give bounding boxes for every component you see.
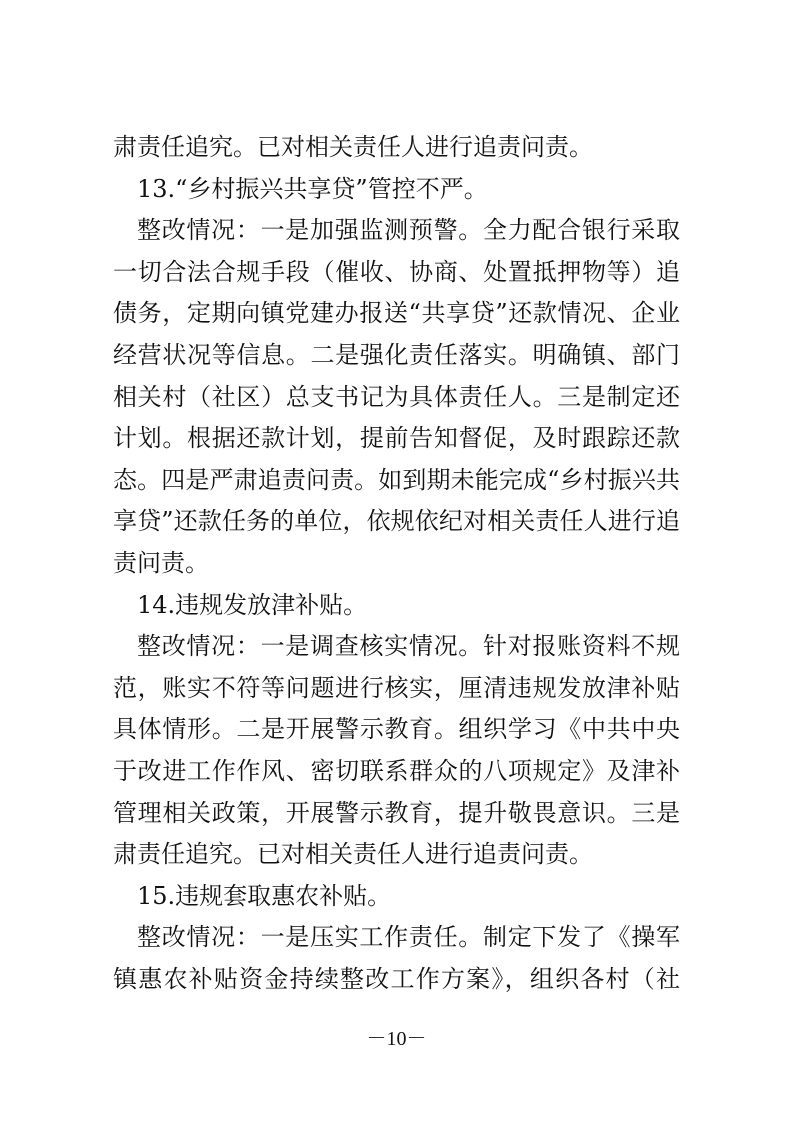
text-line: 一切合法合规手段（催收、协商、处置抵押物等）追 [113, 257, 680, 286]
text-line: 相关村（社区）总支书记为具体责任人。三是制定还 [113, 382, 680, 411]
page-number: －10－ [366, 1028, 427, 1050]
text-line: 整改情况：一是压实工作责任。制定下发了《操军 [137, 923, 680, 952]
text-line: 经营状况等信息。二是强化责任落实。明确镇、部门 [113, 341, 680, 369]
text-line: 具体情形。二是开展警示教育。组织学习《中共中央 [113, 715, 680, 744]
text-line: 13.“乡村振兴共享贷”管控不严。 [137, 174, 488, 203]
text-line: 镇惠农补贴资金持续整改工作方案》，组织各村（社 [113, 965, 680, 993]
text-line: 15.违规套取惠农补贴。 [137, 881, 392, 910]
text-line: 计划。根据还款计划，提前告知督促，及时跟踪还款 [113, 424, 680, 453]
text-line: 责问责。 [113, 549, 209, 577]
text-line: 享贷”还款任务的单位，依规依纪对相关责任人进行追 [113, 507, 680, 536]
text-line: 整改情况：一是加强监测预警。全力配合银行采取 [137, 216, 680, 245]
text-line: 14.违规发放津补贴。 [137, 590, 368, 619]
text-line: 范，账实不符等问题进行核实，厘清违规发放津补贴 [113, 673, 680, 702]
text-line: 债务，定期向镇党建办报送“共享贷”还款情况、企业 [113, 299, 680, 328]
text-line: 态。四是严肃追责问责。如到期未能完成“乡村振兴共 [113, 465, 680, 494]
text-line: 肃责任追究。已对相关责任人进行追责问责。 [113, 133, 593, 161]
text-line: 管理相关政策，开展警示教育，提升敬畏意识。三是 [113, 798, 680, 827]
text-line: 于改进工作作风、密切联系群众的八项规定》及津补 [113, 757, 680, 785]
text-line: 整改情况：一是调查核实情况。针对报账资料不规 [137, 632, 680, 661]
text-line: 肃责任追究。已对相关责任人进行追责问责。 [113, 840, 593, 869]
